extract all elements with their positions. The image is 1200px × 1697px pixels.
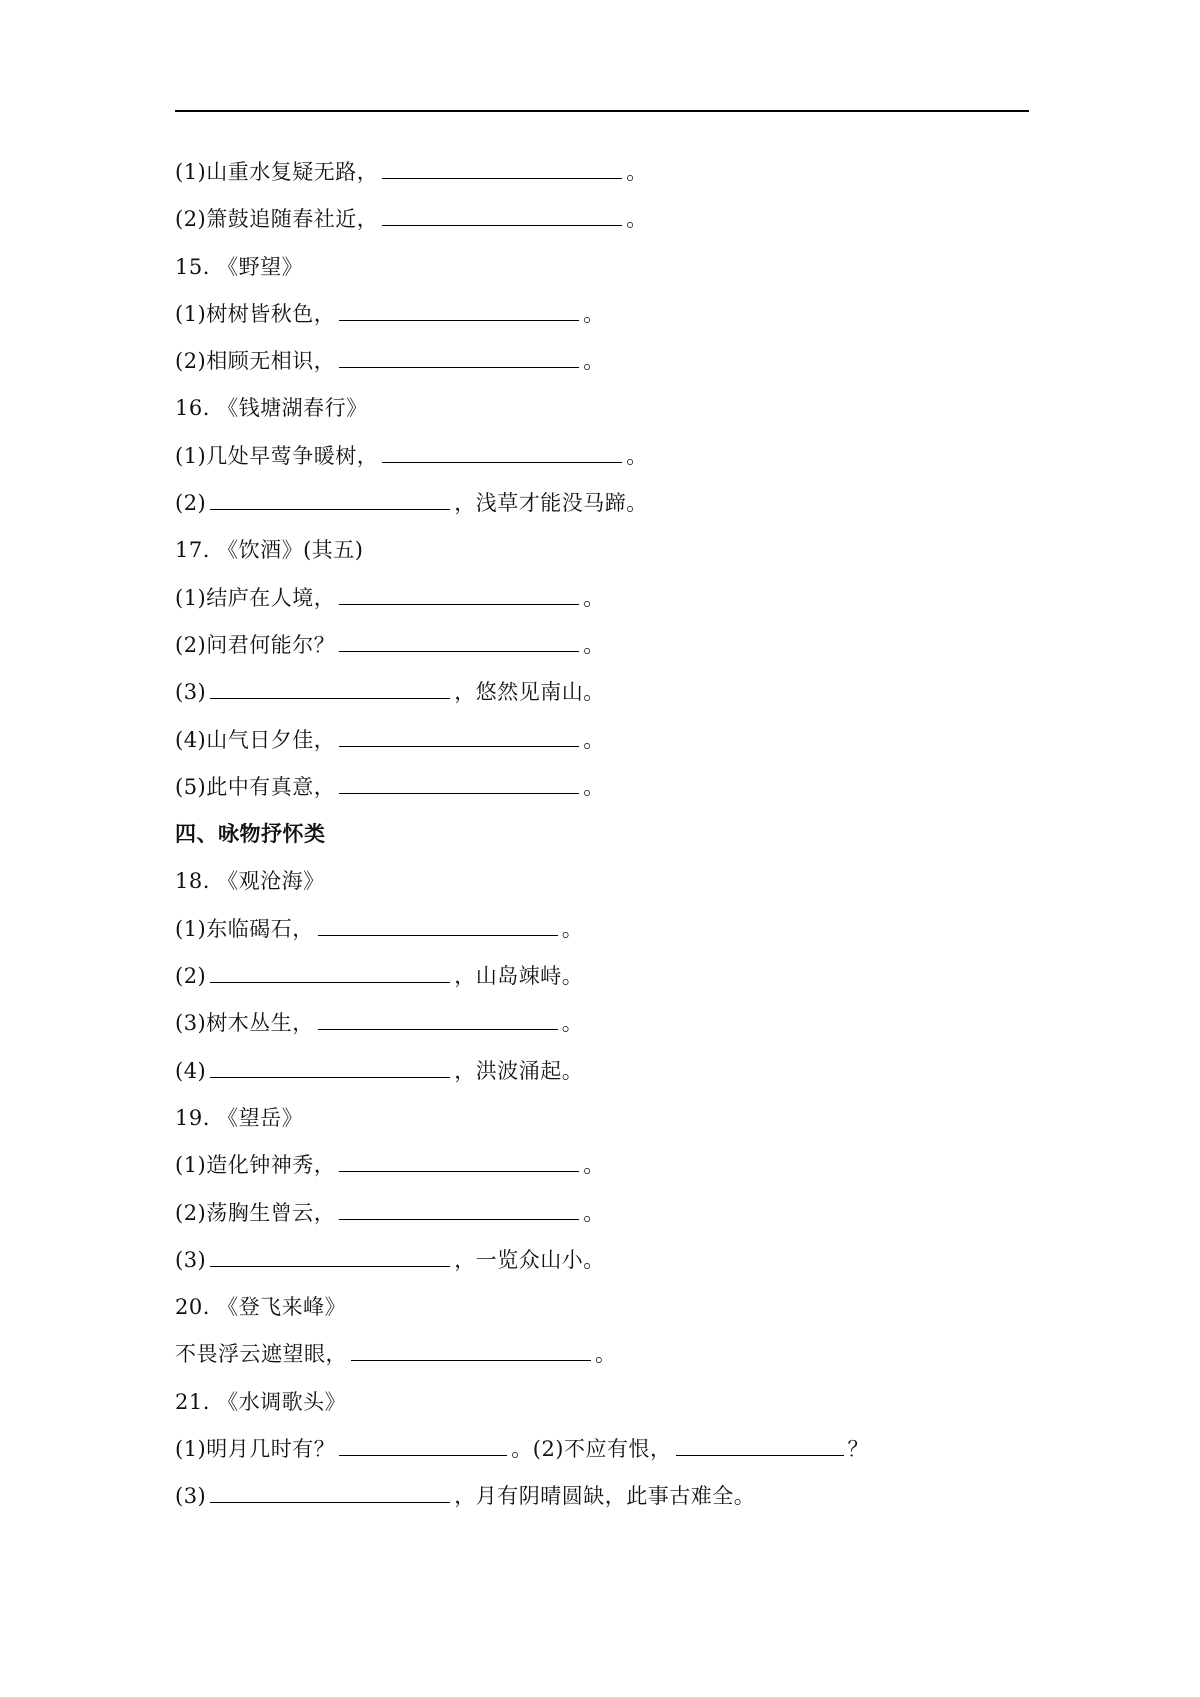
answer-blank[interactable] bbox=[339, 767, 579, 794]
answer-blank[interactable] bbox=[382, 199, 622, 226]
line-text: 。 bbox=[583, 585, 605, 610]
answer-blank[interactable] bbox=[210, 483, 450, 510]
question-line bbox=[175, 578, 1035, 625]
answer-blank[interactable] bbox=[339, 625, 579, 652]
poem-title bbox=[175, 861, 1035, 908]
line-text: ？ bbox=[847, 1437, 869, 1462]
question-line bbox=[175, 436, 1035, 483]
line-text: 。 bbox=[583, 349, 605, 374]
question-line bbox=[175, 909, 1035, 956]
line-text: (3) bbox=[175, 1247, 207, 1272]
line-text: 。 bbox=[583, 632, 605, 657]
answer-blank[interactable] bbox=[210, 956, 450, 983]
line-text: (2)荡胸生曾云， bbox=[175, 1200, 336, 1225]
line-text: 19. 《望岳》 bbox=[175, 1105, 304, 1130]
answer-blank[interactable] bbox=[339, 1193, 579, 1220]
answer-blank[interactable] bbox=[382, 436, 622, 463]
answer-blank[interactable] bbox=[339, 1145, 579, 1172]
question-line bbox=[175, 483, 1035, 530]
line-text: 。 bbox=[583, 1153, 605, 1178]
line-text: ，山岛竦峙。 bbox=[454, 964, 584, 989]
answer-blank[interactable] bbox=[210, 672, 450, 699]
line-text: (3)树木丛生， bbox=[175, 1011, 314, 1036]
answer-blank[interactable] bbox=[339, 341, 579, 368]
answer-blank[interactable] bbox=[339, 578, 579, 605]
line-text: ，悠然见南山。 bbox=[454, 680, 605, 705]
question-line bbox=[175, 199, 1035, 246]
line-text: (2)箫鼓追随春社近， bbox=[175, 207, 379, 232]
line-text: 。 bbox=[561, 916, 584, 941]
line-text: 四、咏物抒怀类 bbox=[175, 821, 326, 847]
poem-title bbox=[175, 1098, 1035, 1145]
line-text: (4)山气日夕佳， bbox=[175, 727, 336, 752]
question-line bbox=[175, 767, 1035, 814]
line-text: 。 bbox=[626, 443, 648, 468]
section-heading bbox=[175, 814, 1035, 861]
question-line bbox=[175, 341, 1035, 388]
worksheet-content bbox=[175, 152, 1035, 1524]
question-line bbox=[175, 1476, 1035, 1523]
question-line bbox=[175, 1145, 1035, 1192]
line-text: (5)此中有真意， bbox=[175, 774, 336, 799]
answer-blank[interactable] bbox=[339, 720, 579, 747]
answer-blank[interactable] bbox=[210, 1051, 450, 1078]
line-text: (1)树树皆秋色， bbox=[175, 301, 336, 326]
line-text: ，洪波涌起。 bbox=[454, 1058, 584, 1083]
question-line bbox=[175, 1240, 1035, 1287]
answer-blank[interactable] bbox=[210, 1240, 450, 1267]
line-text: ，浅草才能没马蹄。 bbox=[454, 491, 648, 516]
line-text: 不畏浮云遮望眼， bbox=[175, 1342, 347, 1367]
line-text: (2)问君何能尔？ bbox=[175, 632, 336, 657]
question-line bbox=[175, 152, 1035, 199]
line-text: (1)山重水复疑无路， bbox=[175, 160, 379, 184]
line-text: (2) bbox=[175, 491, 207, 516]
header-rule bbox=[175, 110, 1029, 112]
answer-blank[interactable] bbox=[318, 1003, 558, 1030]
poem-title bbox=[175, 247, 1035, 294]
line-text: (1)结庐在人境， bbox=[175, 585, 336, 610]
answer-blank[interactable] bbox=[318, 909, 558, 936]
line-text: 18. 《观沧海》 bbox=[175, 869, 325, 894]
line-text: 16. 《钱塘湖春行》 bbox=[175, 396, 368, 421]
line-text: 。 bbox=[626, 160, 648, 184]
line-text: 。 bbox=[583, 774, 605, 799]
line-text: 20. 《登飞来峰》 bbox=[175, 1295, 347, 1320]
line-text: 。 bbox=[583, 727, 605, 752]
line-text: (1)东临碣石， bbox=[175, 916, 314, 941]
line-text: 。 bbox=[595, 1342, 617, 1367]
poem-title bbox=[175, 530, 1035, 577]
line-text: (2) bbox=[175, 964, 207, 989]
question-line bbox=[175, 720, 1035, 767]
question-line bbox=[175, 1193, 1035, 1240]
line-text: 。 bbox=[626, 207, 648, 232]
line-text: ，一览众山小。 bbox=[454, 1247, 605, 1272]
line-text: (2)相顾无相识， bbox=[175, 349, 336, 374]
question-line bbox=[175, 956, 1035, 1003]
answer-blank[interactable] bbox=[676, 1429, 844, 1456]
question-line bbox=[175, 1334, 1035, 1381]
line-text: 。 bbox=[561, 1011, 584, 1036]
poem-title bbox=[175, 1287, 1035, 1334]
line-text: (3) bbox=[175, 1484, 207, 1509]
poem-title bbox=[175, 1382, 1035, 1429]
answer-blank[interactable] bbox=[351, 1334, 591, 1361]
answer-blank[interactable] bbox=[210, 1476, 450, 1503]
line-text: ，月有阴晴圆缺，此事古难全。 bbox=[454, 1484, 756, 1509]
answer-blank[interactable] bbox=[382, 152, 622, 179]
line-text: (1)几处早莺争暖树， bbox=[175, 443, 379, 468]
line-text: 15. 《野望》 bbox=[175, 254, 304, 279]
line-text: 。 bbox=[583, 1200, 605, 1225]
poem-title bbox=[175, 388, 1035, 435]
answer-blank[interactable] bbox=[339, 294, 579, 321]
line-text: (4) bbox=[175, 1058, 207, 1083]
line-text: (1)造化钟神秀， bbox=[175, 1153, 336, 1178]
line-text: 。 bbox=[583, 301, 605, 326]
line-text: (3) bbox=[175, 680, 207, 705]
question-line bbox=[175, 625, 1035, 672]
line-text: 21. 《水调歌头》 bbox=[175, 1389, 347, 1414]
answer-blank[interactable] bbox=[339, 1429, 507, 1456]
question-line bbox=[175, 1051, 1035, 1098]
line-text: 17. 《饮酒》(其五) bbox=[175, 538, 364, 563]
line-text: 。(2)不应有恨， bbox=[511, 1437, 672, 1462]
question-line bbox=[175, 672, 1035, 719]
question-line bbox=[175, 1003, 1035, 1050]
line-text: (1)明月几时有？ bbox=[175, 1437, 336, 1462]
question-line bbox=[175, 294, 1035, 341]
question-line bbox=[175, 1429, 1035, 1476]
